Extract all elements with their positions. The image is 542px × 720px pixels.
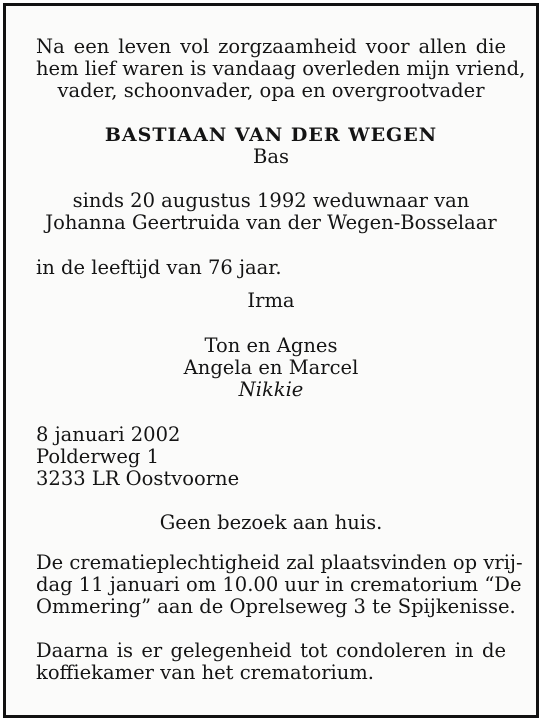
age-line: in de leeftijd van 76 jaar. — [36, 256, 282, 279]
widower-line: sinds 20 augustus 1992 weduwnaar van — [72, 189, 470, 212]
widower-line: Johanna Geertruida van der Wegen-Bosselaar — [45, 211, 497, 234]
death-notice — [3, 3, 539, 718]
intro-paragraph — [36, 35, 526, 102]
address-date: 8 januari 2002 — [36, 423, 181, 446]
condolence-paragraph — [36, 640, 506, 684]
condolence-line: Daarna is er gelegenheid tot condoleren in de — [36, 639, 506, 662]
address-block — [36, 424, 506, 490]
condolence-line: koffiekamer van het crematorium. — [36, 661, 374, 684]
family-first: Irma — [247, 289, 295, 312]
deceased-name: BASTIAAN VAN DER WEGEN — [104, 124, 438, 146]
deceased-block — [36, 124, 506, 168]
family-member: Angela en Marcel — [183, 356, 359, 379]
family-grandchild: Nikkie — [238, 378, 304, 401]
family-block — [36, 335, 506, 401]
family-member: Ton en Agnes — [204, 334, 338, 357]
intro-line: Na een leven vol zorgzaamheid voor allen die — [36, 35, 506, 58]
no-visit-line: Geen bezoek aan huis. — [159, 511, 383, 534]
widower-block — [36, 190, 506, 234]
intro-line: vader, schoonvader, opa en overgrootvader — [57, 79, 485, 102]
ceremony-paragraph — [36, 551, 523, 618]
intro-line: hem lief waren is vandaag overleden mijn vriend, — [36, 57, 526, 80]
address-street: Polderweg 1 — [36, 445, 159, 468]
deceased-nickname: Bas — [253, 145, 289, 168]
address-city: 3233 LR Oostvoorne — [36, 467, 240, 490]
ceremony-line: dag 11 januari om 10.00 uur in crematorium “De — [36, 573, 522, 596]
ceremony-line: De crematieplechtigheid zal plaatsvinden op vrij- — [36, 551, 523, 574]
ceremony-line: Ommering” aan de Oprelseweg 3 te Spijkenisse. — [36, 595, 516, 618]
